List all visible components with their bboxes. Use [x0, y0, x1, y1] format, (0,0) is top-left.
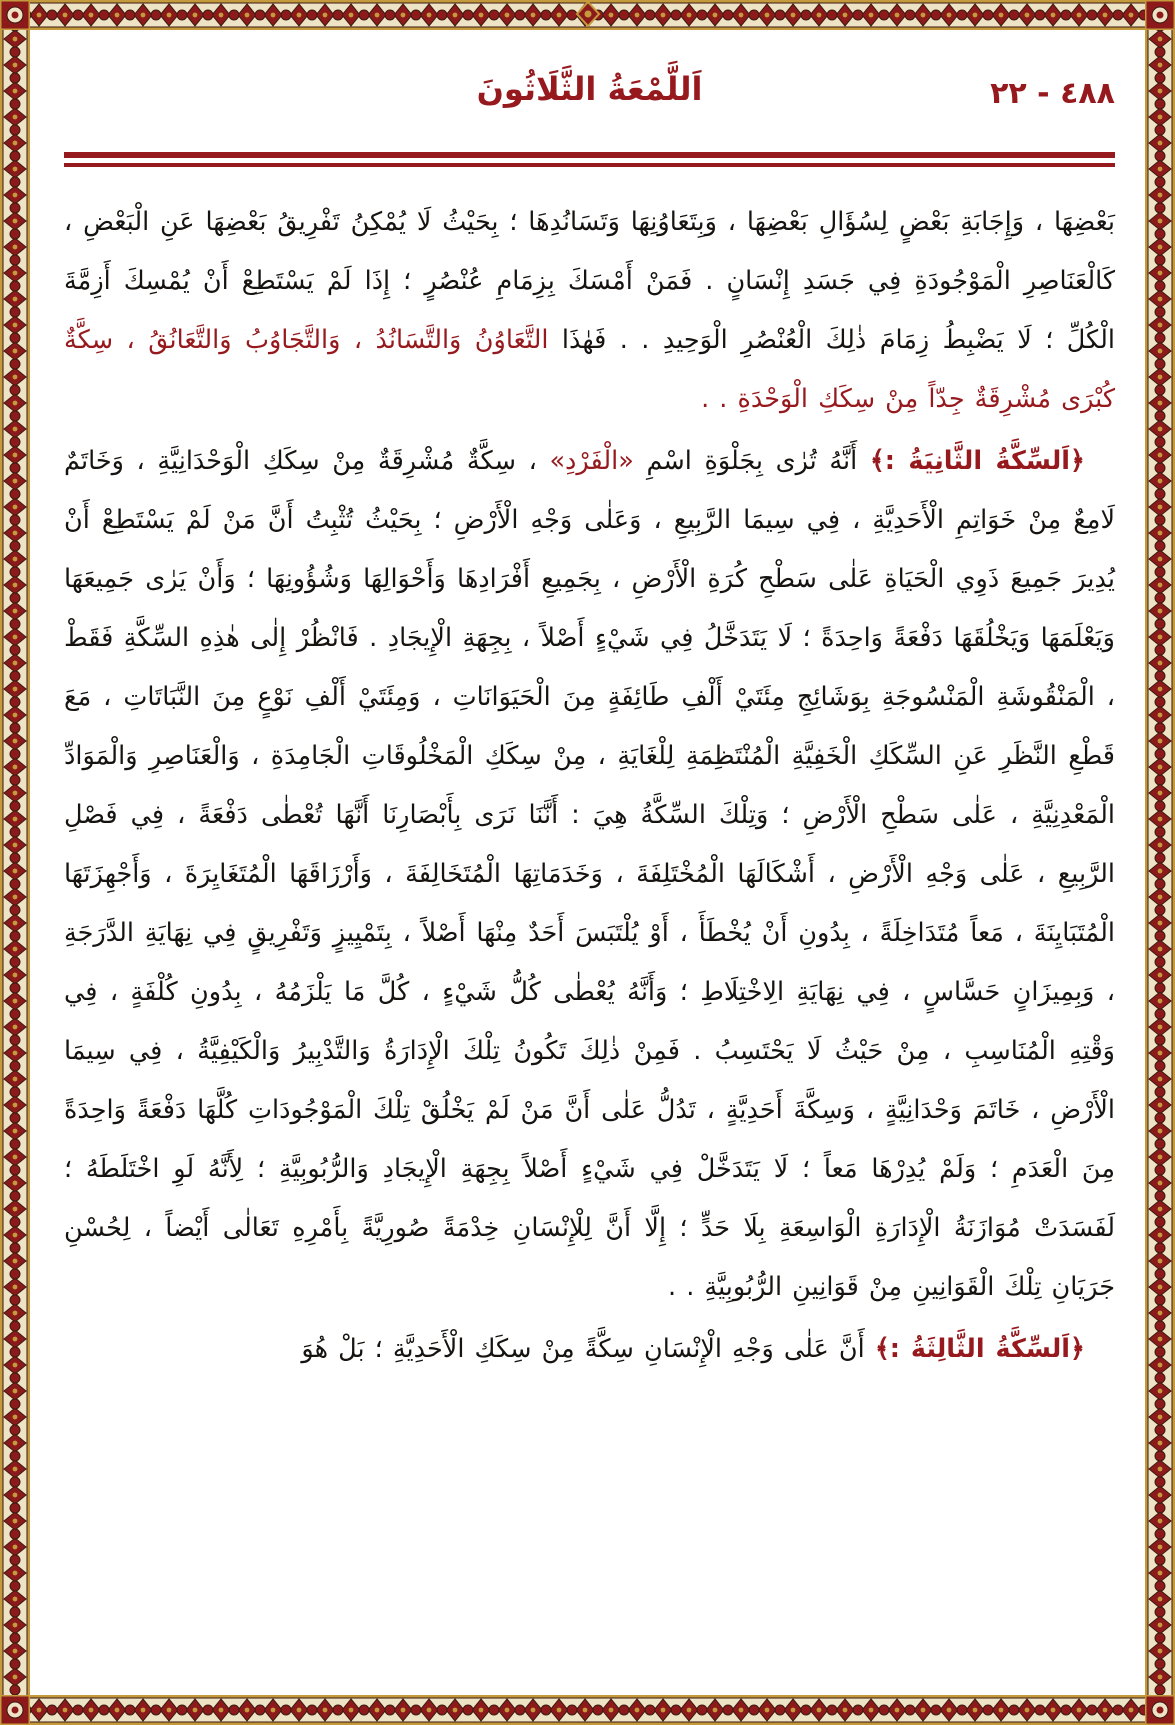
- paragraph: [64, 193, 1115, 429]
- paragraph: [64, 432, 1115, 1317]
- border-pattern-bottom-icon: [0, 1695, 1175, 1725]
- text-segment: أَنَّ عَلٰى وَجْهِ الْإِنْسَانِ سِكَّةً مِنْ سِكَكِ الْأَحَدِيَّةِ ؛ بَلْ هُوَ: [301, 1334, 875, 1364]
- header-divider: [64, 152, 1115, 167]
- text-segment: ، سِكَّةٌ مُشْرِقَةٌ مِنْ سِكَكِ الْوَحْدَانِيَّةِ ، وَخَاتَمٌ لَامِعٌ مِنْ خَوَاتِمِ الْأَحَدِيَّةِ ، فِي سِيمَا الرَّبِيعِ ، وَعَلٰى وَجْهِ الْأَرْضِ ؛ بِحَيْثُ تُثْبِتُ أَنَّ مَنْ لَمْ يَسْتَطِعْ أَنْ يُدِيرَ جَمِيعَ ذَوِي الْحَيَاةِ عَلٰى سَطْحِ كُرَةِ الْأَرْضِ ، بِجَمِيعِ أَفْرَادِهَا وَأَحْوَالِهَا وَشُؤُونِهَا ؛ وَأَنْ يَرٰى جَمِيعَهَا وَيَعْلَمَهَا وَيَخْلُقَهَا دَفْعَةً وَاحِدَةً ؛ لَا يَتَدَخَّلُ فِي شَيْءٍ أَصْلاً ، بِجِهَةِ الْإِيجَادِ . فَانْظُرْ إِلٰى هٰذِهِ السِّكَّةِ فَقَطْ ، الْمَنْقُوشَةِ الْمَنْسُوجَةِ بِوَشَائِجِ مِئَتَيْ أَلْفِ طَائِفَةٍ مِنَ الْحَيَوَانَاتِ ، وَمِئَتَيْ أَلْفِ نَوْعٍ مِنَ النَّبَاتَاتِ ، مَعَ قَطْعِ النَّظَرِ عَنِ السِّكَكِ الْخَفِيَّةِ الْمُنْتَظِمَةِ لِلْغَايَةِ ، مِنْ سِكَكِ الْمَخْلُوقَاتِ الْجَامِدَةِ ، وَالْعَنَاصِرِ وَالْمَوَادِّ الْمَعْدِنِيَّةِ ، عَلٰى سَطْحِ الْأَرْضِ ؛ وَتِلْكَ السِّكَّةُ هِيَ : أَنَّنَا نَرَى بِأَبْصَارِنَا أَنَّهَا تُعْطٰى دَفْعَةً ، فِي فَصْلِ الرَّبِيعِ ، عَلٰى وَجْهِ الْأَرْضِ ، أَشْكَالَهَا الْمُخْتَلِفَةَ ، وَخَدَمَاتِهَا الْمُتَخَالِفَةَ ، وَأَرْزَاقَهَا الْمُتَغَايِرَةَ ، وَأَجْهِزَتَهَا الْمُتَبَايِنَةَ ، مَعاً مُتَدَاخِلَةً ، بِدُونِ أَنْ يُخْطَأَ ، أَوْ يُلْتَبَسَ أَحَدٌ مِنْهَا أَصْلاً ، بِتَمْيِيزٍ وَتَفْرِيقٍ فِي نِهَايَةِ الدَّرَجَةِ ، وَبِمِيزَانٍ حَسَّاسٍ ، فِي نِهَايَةِ الِاخْتِلَاطِ ؛ وَأَنَّهُ يُعْطٰى كُلُّ شَيْءٍ ، كُلَّ مَا يَلْزَمُهُ ، بِدُونِ كُلْفَةٍ ، فِي وَقْتِهِ الْمُنَاسِبِ ، مِنْ حَيْثُ لَا يَحْتَسِبُ . فَمِنْ ذٰلِكَ تَكُونُ تِلْكَ الْإِدَارَةُ وَالتَّدْبِيرُ وَالْكَيْفِيَّةُ ، فِي سِيمَا الْأَرْضِ ، خَاتَمَ وَحْدَانِيَّةٍ ، وَسِكَّةَ أَحَدِيَّةٍ ، تَدُلُّ عَلٰى أَنَّ مَنْ لَمْ يَخْلُقْ تِلْكَ الْمَوْجُودَاتِ كُلَّهَا دَفْعَةً وَاحِدَةً مِنَ الْعَدَمِ ؛ وَلَمْ يُدِرْهَا مَعاً ؛ لَا يَتَدَخَّلْ فِي شَيْءٍ أَصْلاً بِجِهَةِ الْإِيجَادِ وَالرُّبُوبِيَّةِ ؛ لِأَنَّهُ لَوِ اخْتَلَطَهُ ؛ لَفَسَدَتْ مُوَازَنَةُ الْإِدَارَةِ الْوَاسِعَةِ بِلَا حَدٍّ ؛ إِلَّا أَنَّ لِلْإِنْسَانِ خِدْمَةً صُورِيَّةً بِأَمْرِهِ تَعَالٰى أَيْضاً ، لِحُسْنِ جَرَيَانِ تِلْكَ الْقَوَانِينِ مِنْ قَوَانِينِ الرُّبُوبِيَّةِ . .: [64, 446, 1115, 1302]
- page-content: [64, 30, 1115, 1695]
- top-center-medallion-icon: [575, 1, 601, 27]
- text-segment: بَعْضِهَا ، وَإِجَابَةِ بَعْضٍ لِسُؤَالِ بَعْضِهَا ، وَبِتَعَاوُنِهَا وَتَسَانُدِهَا ؛ بِحَيْثُ لَا يُمْكِنُ تَفْرِيقُ بَعْضِهَا عَنِ الْبَعْضِ ، كَالْعَنَاصِرِ الْمَوْجُودَةِ فِي جَسَدِ إِنْسَانٍ . فَمَنْ أَمْسَكَ بِزِمَامِ عُنْصُرٍ ؛ إِذَا لَمْ يَسْتَطِعْ أَنْ يُمْسِكَ أَزِمَّةَ الْكُلِّ ؛ لَا يَضْبِطُ زِمَامَ ذٰلِكَ الْعُنْصُرِ الْوَحِيدِ . . فَهٰذَا: [64, 207, 1115, 355]
- text-segment: أَنَّهُ تُرٰى بِجَلْوَةِ اسْمِ: [633, 446, 870, 476]
- corner-rosette-icon: [1145, 0, 1175, 30]
- divider-bar: [64, 163, 1115, 167]
- border-pattern-left-icon: [0, 0, 30, 1725]
- red-text-segment: «الْفَرْدِ»: [549, 446, 634, 476]
- corner-rosette-icon: [0, 0, 30, 30]
- page-header: [64, 70, 1115, 142]
- section-heading: ﴿اَلسِّكَّةُ الثَّالِثَةُ :﴾: [874, 1334, 1085, 1364]
- section-heading: ﴿اَلسِّكَّةُ الثَّانِيَةُ :﴾: [869, 446, 1085, 476]
- corner-rosette-icon: [1145, 1695, 1175, 1725]
- corner-rosette-icon: [0, 1695, 30, 1725]
- border-pattern-right-icon: [1145, 0, 1175, 1725]
- red-text-segment: التَّعَاوُنُ وَالتَّسَانُدُ ، وَالتَّجَاوُبُ وَالتَّعَانُقُ ، سِكَّةٌ كُبْرَى مُشْرِقَةٌ جِدّاً مِنْ سِكَكِ الْوَحْدَةِ . .: [64, 325, 1115, 414]
- body-text: [64, 193, 1115, 1379]
- page-title: اَللَّمْعَةُ الثَّلَاثُونَ: [476, 70, 703, 108]
- page-number: ٤٨٨ - ٢٢: [990, 76, 1115, 111]
- divider-bar: [64, 152, 1115, 158]
- paragraph: [64, 1320, 1115, 1379]
